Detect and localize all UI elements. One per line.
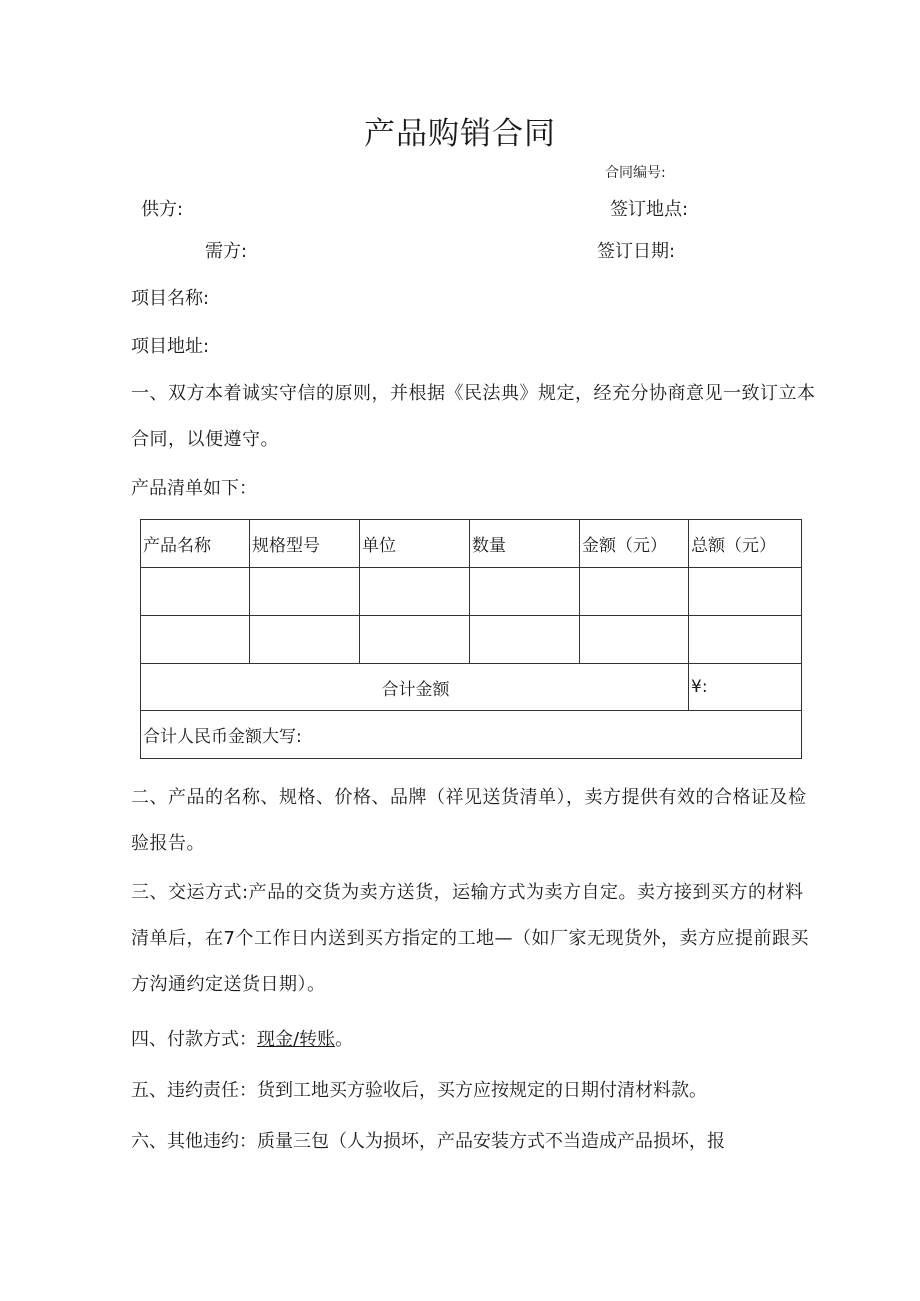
buyer-label: 需方: <box>205 241 248 262</box>
table-cell[interactable] <box>360 616 470 664</box>
contract-number-label: 合同编号: <box>605 165 666 181</box>
header-total: 总额（元） <box>689 520 802 568</box>
total-value[interactable]: ¥: <box>689 664 802 711</box>
header-amount: 金额（元） <box>580 520 689 568</box>
header-spec-model: 规格型号 <box>250 520 360 568</box>
header-quantity: 数量 <box>470 520 580 568</box>
table-cell[interactable] <box>250 616 360 664</box>
table-cell[interactable] <box>470 616 580 664</box>
table-cell[interactable] <box>580 616 689 664</box>
table-cell[interactable] <box>141 568 250 616</box>
amount-in-words-row <box>141 711 802 759</box>
project-address-label: 项目地址: <box>131 336 210 357</box>
clause-6: 六、其他违约：质量三包（人为损坏，产品安装方式不当造成产品损坏，报 <box>131 1131 725 1152</box>
clause-4-suffix: 。 <box>335 1029 354 1050</box>
table-row <box>141 616 802 664</box>
table-header-row <box>141 520 802 568</box>
header-product-name: 产品名称 <box>141 520 250 568</box>
table-cell[interactable] <box>689 568 802 616</box>
table-cell[interactable] <box>360 568 470 616</box>
amount-in-words-label: 合计人民币金额大写: <box>141 711 802 759</box>
table-cell[interactable] <box>470 568 580 616</box>
table-cell[interactable] <box>689 616 802 664</box>
clause-3: 三、交运方式:产品的交货为卖方送货，运输方式为卖方自定。卖方接到买方的材料清单后，在7个工作日内送到买方指定的工地—（如厂家无现货外，卖方应提前跟买方沟通约定送货日期）。 <box>131 882 809 995</box>
table-row <box>141 568 802 616</box>
total-row <box>141 664 802 711</box>
clause-1: 一、双方本着诚实守信的原则，并根据《民法典》规定，经充分协商意见一致订立本合同，以便遵守。 <box>131 383 816 450</box>
header-unit: 单位 <box>360 520 470 568</box>
document-title: 产品购销合同 <box>364 116 556 152</box>
project-name-label: 项目名称: <box>131 288 210 309</box>
sign-place-label: 签订地点: <box>610 199 689 220</box>
clause-5: 五、违约责任：货到工地买方验收后，买方应按规定的日期付清材料款。 <box>131 1080 707 1101</box>
product-table <box>140 519 802 759</box>
clause-4-prefix: 四、付款方式： <box>131 1029 257 1050</box>
supplier-label: 供方: <box>141 199 184 220</box>
clause-2: 二、产品的名称、规格、价格、品牌（祥见送货清单），卖方提供有效的合格证及检验报告。 <box>131 787 807 854</box>
total-label: 合计金额 <box>141 664 689 711</box>
product-list-label: 产品清单如下： <box>131 478 257 499</box>
sign-date-label: 签订日期: <box>597 241 676 262</box>
clause-4 <box>131 1031 353 1049</box>
table-cell[interactable] <box>141 616 250 664</box>
payment-method: 现金/转账 <box>257 1029 336 1050</box>
table-cell[interactable] <box>250 568 360 616</box>
table-cell[interactable] <box>580 568 689 616</box>
